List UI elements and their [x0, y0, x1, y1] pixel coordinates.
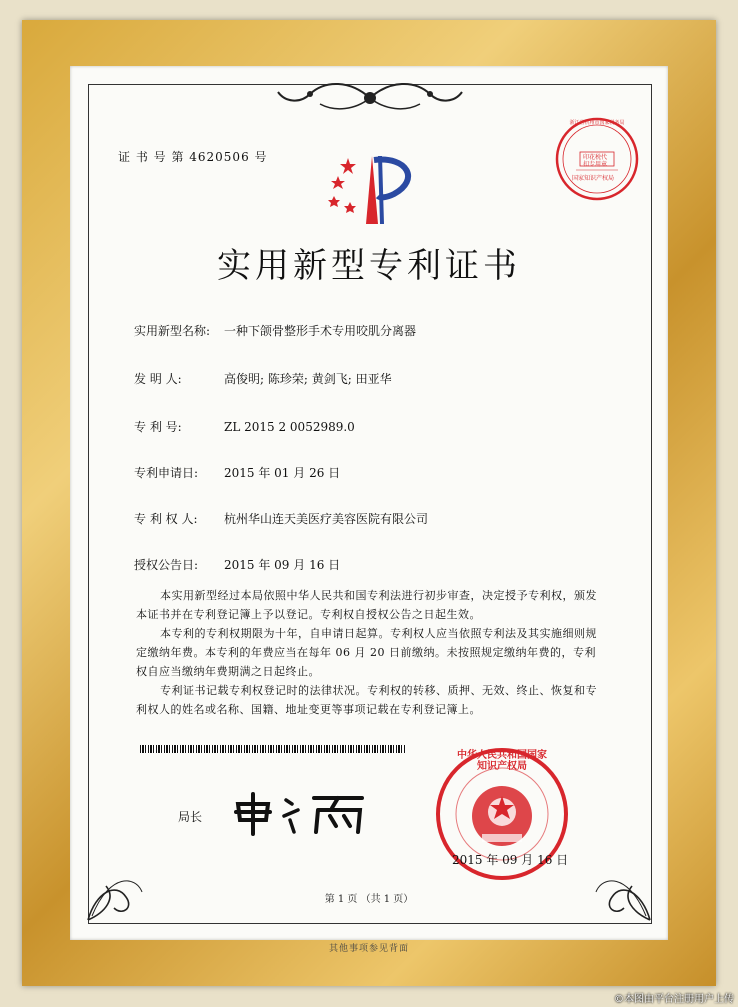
top-ornament-icon: [270, 78, 470, 118]
field-grant-date: [134, 556, 340, 573]
field-application-date: [134, 464, 340, 481]
director-signature-icon: [232, 790, 372, 836]
paragraph-legal-status: 专利证书记载专利权登记时的法律状况。专利权的转移、质押、无效、终止、恢复和专利权人的姓名或名称、国籍、地址变更等事项记载在专利登记簿上。: [136, 684, 597, 716]
field-value: 2015 年 01 月 26 日: [224, 466, 341, 480]
field-label: 专利申请日:: [134, 466, 199, 480]
tax-seal-center-text: 印花税代扣专用章: [582, 154, 607, 168]
field-inventors: [134, 370, 392, 387]
field-value: 杭州华山连天美医疗美容医院有限公司: [224, 512, 429, 526]
bottom-left-ornament-icon: [86, 842, 166, 922]
field-value: ZL 2015 2 0052989.0: [224, 420, 355, 434]
field-value: 一种下颌骨整形手术专用咬肌分离器: [224, 324, 417, 338]
tax-seal-text: 浙江省杭州市国家税务局: [569, 120, 625, 126]
official-seal-text: 中华人民共和国国家知识产权局: [457, 750, 547, 772]
field-label: 授权公告日:: [134, 558, 199, 572]
field-label: 专 利 权 人:: [134, 512, 198, 526]
seal-date: 2015 年 09 月 16 日: [452, 853, 569, 867]
field-label: 实用新型名称:: [134, 324, 211, 338]
footnote: 其他事项参见背面: [328, 944, 409, 954]
paragraph-term: 本专利的专利权期限为十年，自申请日起算。专利权人应当依照专利法及其实施细则规定缴纳年费。本专利的年费应当在每年 06 月 20 日前缴纳。未按照规定缴纳年费的，专利权自应当缴纳年费期满之日起终止。: [136, 627, 597, 678]
field-patent-number: [134, 418, 355, 435]
field-label: 发 明 人:: [134, 372, 182, 386]
certificate-number: 证 书 号 第 4620506 号: [118, 150, 268, 164]
field-label: 专 利 号:: [134, 420, 182, 434]
bottom-right-ornament-icon: [572, 842, 652, 922]
paragraph-grant: 本实用新型经过本局依照中华人民共和国专利法进行初步审查，决定授予专利权，颁发本证书并在专利登记簿上予以登记。专利权自授权公告之日起生效。: [136, 589, 597, 621]
field-value: 高俊明; 陈珍荣; 黄剑飞; 田亚华: [224, 372, 392, 386]
barcode: [140, 745, 406, 753]
certificate-title: 实用新型专利证书: [217, 246, 521, 286]
field-value: 2015 年 09 月 16 日: [224, 558, 341, 572]
director-label: 局长: [178, 810, 203, 824]
page-number: 第 1 页 （共 1 页）: [324, 894, 414, 905]
tax-seal-bottom-text: 国家知识产权局: [571, 175, 614, 182]
upload-watermark: ©本图由平台注册用户上传: [614, 994, 734, 1005]
field-patentee: [134, 510, 428, 527]
patent-office-logo-icon: [328, 150, 424, 226]
field-utility-model-name: [134, 322, 416, 339]
